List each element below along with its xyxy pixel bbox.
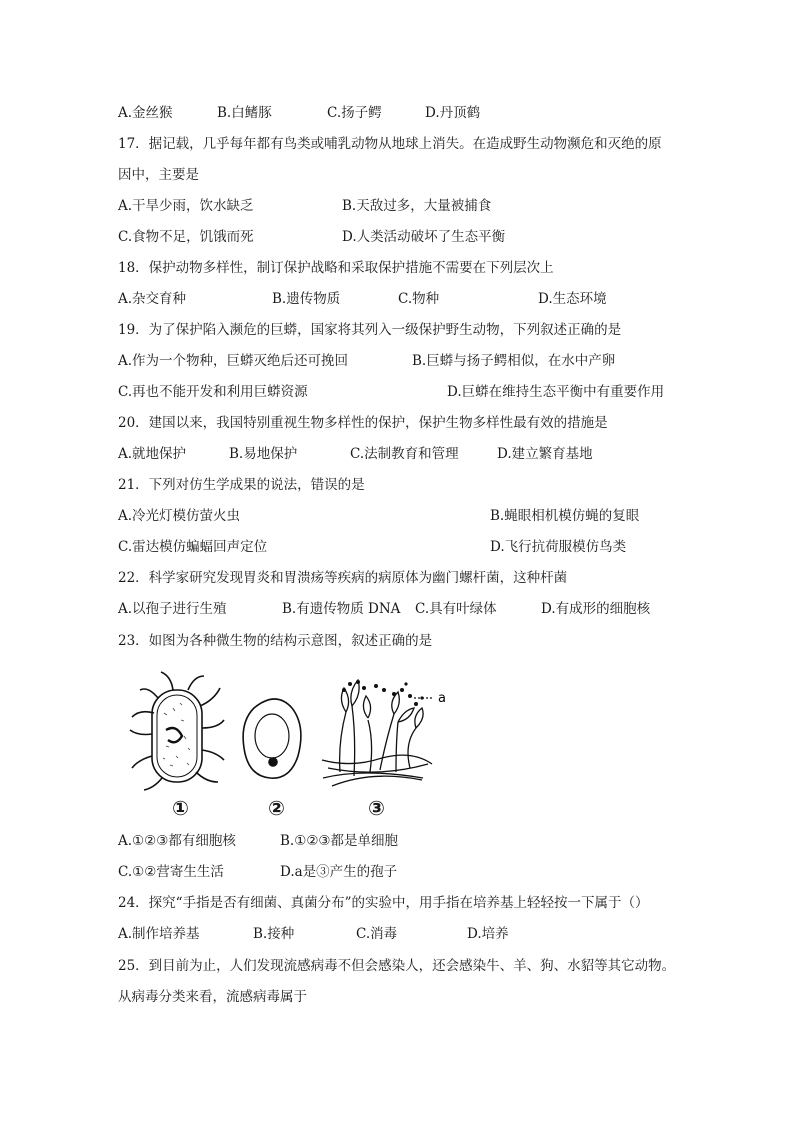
figure-label-2: ②	[268, 796, 285, 820]
option-a: A.作为一个物种，巨蟒灭绝后还可挽回	[118, 353, 349, 369]
question-17-stem: 17．据记载，几乎每年都有鸟类或哺乳动物从地球上消失。在造成野生动物濒危和灭绝的原	[118, 136, 662, 152]
option-c: C.法制教育和管理	[350, 446, 459, 462]
option-a: A.以孢子进行生殖	[118, 601, 227, 617]
option-c: C.①②营寄生生活	[118, 864, 224, 880]
option-b: B.天敌过多，大量被捕食	[342, 198, 492, 214]
option-a: A.杂交育种	[118, 291, 187, 307]
option-d: D.飞行抗荷服模仿鸟类	[490, 539, 627, 555]
question-24-stem: 24．探究“手指是否有细菌、真菌分布”的实验中，用手指在培养基上轻轻按一下属于（）	[118, 895, 649, 911]
option-c: C.物种	[398, 291, 440, 307]
option-d: D.巨蟒在维持生态平衡中有重要作用	[447, 384, 665, 400]
option-b: B.①②③都是单细胞	[280, 833, 399, 849]
question-25-stem: 25．到目前为止，人们发现流感病毒不但会感染人，还会感染牛、羊、狗、水貂等其它动物。	[118, 958, 676, 974]
microorganism-diagram	[118, 668, 448, 793]
question-23-stem: 23．如图为各种微生物的结构示意图，叙述正确的是	[118, 633, 433, 649]
question-21-stem: 21．下列对仿生学成果的说法，错误的是	[118, 477, 365, 493]
question-18-stem: 18．保护动物多样性，制订保护战略和采取保护措施不需要在下列层次上	[118, 260, 554, 276]
option-b: B.接种	[253, 926, 295, 942]
question-20-stem: 20．建国以来，我国特别重视生物多样性的保护，保护生物多样性最有效的措施是	[118, 415, 608, 431]
option-b: B.巨蟒与扬子鳄相似，在水中产卵	[412, 353, 616, 369]
option-d: D.建立繁育基地	[497, 446, 593, 462]
figure-label-3: ③	[368, 796, 385, 820]
option-a: A.金丝猴	[118, 105, 173, 121]
option-a: A.①②③都有细胞核	[118, 833, 236, 849]
option-c: C.消毒	[356, 926, 398, 942]
option-b: B.遗传物质	[272, 291, 341, 307]
option-a: A.就地保护	[118, 446, 187, 462]
option-c: C.具有叶绿体	[415, 601, 497, 617]
option-d: D.培养	[467, 926, 509, 942]
bacterium-drawing	[130, 672, 224, 790]
option-a: A.干旱少雨，饮水缺乏	[118, 198, 254, 214]
option-a: A.制作培养基	[118, 926, 200, 942]
option-d: D.a是③产生的孢子	[280, 864, 398, 880]
question-19-stem: 19．为了保护陷入濒危的巨蟒，国家将其列入一级保护野生动物，下列叙述正确的是	[118, 322, 622, 338]
option-d: D.生态环境	[538, 291, 607, 307]
option-d: D.有成形的细胞核	[541, 601, 651, 617]
option-b: B.有遗传物质 DNA	[282, 601, 401, 617]
question-17-stem-cont: 因中，主要是	[118, 167, 199, 183]
option-c: C.再也不能开发和利用巨蟒资源	[118, 384, 308, 400]
yeast-cell-drawing	[243, 699, 301, 778]
option-b: B.易地保护	[229, 446, 298, 462]
figure-label-1: ①	[172, 796, 189, 820]
microorganism-figure	[118, 668, 448, 818]
option-d: D.丹顶鹤	[425, 105, 481, 121]
option-b: B.白鳍豚	[217, 105, 272, 121]
question-25-stem-cont: 从病毒分类来看，流感病毒属于	[118, 989, 307, 1005]
option-c: C.食物不足，饥饿而死	[118, 229, 254, 245]
question-22-stem: 22．科学家研究发现胃炎和胃溃疡等疾病的病原体为幽门螺杆菌，这种杆菌	[118, 570, 568, 586]
option-c: C.雷达模仿蝙蝠回声定位	[118, 539, 268, 555]
mold-drawing	[322, 680, 434, 786]
option-c: C.扬子鳄	[327, 105, 382, 121]
option-b: B.蝇眼相机模仿蝇的复眼	[490, 508, 640, 524]
option-d: D.人类活动破坏了生态平衡	[342, 229, 506, 245]
pointer-label-a: a	[438, 691, 446, 706]
option-a: A.冷光灯模仿萤火虫	[118, 508, 241, 524]
